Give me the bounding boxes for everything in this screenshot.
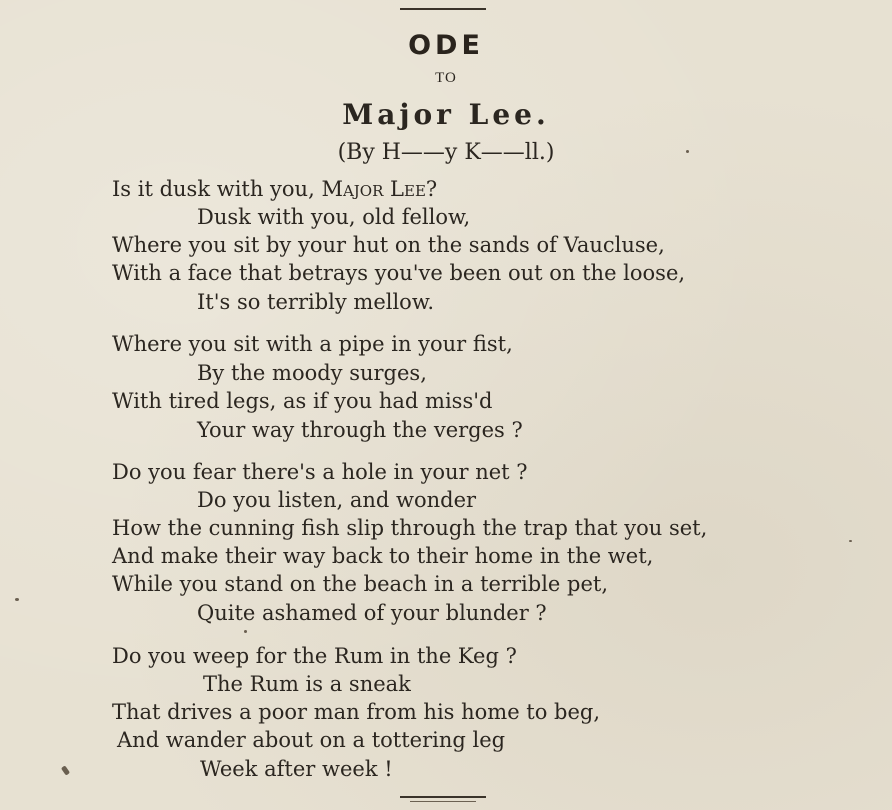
paper-speck [61, 765, 70, 775]
poem-byline: (By H——y K——ll.) [337, 140, 555, 165]
stanza-4-line-5: Week after week ! [200, 757, 393, 781]
poem-to: TO [435, 70, 457, 86]
stanza-1-line-1: Is it dusk with you, Major Lee? [112, 177, 438, 201]
paper-speck [686, 150, 689, 153]
stanza-2-line-2: By the moody surges, [197, 361, 427, 385]
stanza-2-line-3: With tired legs, as if you had miss'd [112, 389, 493, 413]
stanza-2-line-1: Where you sit with a pipe in your fist, [112, 332, 513, 356]
stanza-2-line-4: Your way through the verges ? [197, 418, 523, 442]
poem-title: ODE [408, 30, 484, 61]
stanza-1-line-5: It's so terribly mellow. [197, 290, 434, 314]
stanza-4-line-2: The Rum is a sneak [203, 672, 411, 696]
stanza-1-line-3: Where you sit by your hut on the sands of Vaucluse, [112, 233, 665, 257]
top-rule [400, 8, 486, 10]
stanza-4-line-4: And wander about on a tottering leg [117, 728, 506, 752]
paper-speck [849, 540, 852, 542]
stanza-4-line-3: That drives a poor man from his home to beg, [112, 700, 601, 724]
stanza-3-line-1: Do you fear there's a hole in your net ? [112, 460, 528, 484]
paper-speck [15, 598, 19, 601]
stanza-1-line-2: Dusk with you, old fellow, [197, 205, 471, 229]
stanza-3-line-4: And make their way back to their home in the wet, [112, 544, 654, 568]
stanza-4-line-1: Do you weep for the Rum in the Keg ? [112, 644, 517, 668]
paper-speck [244, 630, 247, 633]
bottom-rule [400, 796, 486, 798]
stanza-3-line-3: How the cunning fish slip through the trap that you set, [112, 516, 708, 540]
stanza-3-line-2: Do you listen, and wonder [197, 488, 477, 512]
stanza-3-line-5: While you stand on the beach in a terrible pet, [112, 572, 609, 596]
stanza-1-line-4: With a face that betrays you've been out on the loose, [112, 261, 686, 285]
stanza-3-line-6: Quite ashamed of your blunder ? [197, 601, 547, 625]
poem-subject: Major Lee. [342, 98, 550, 131]
